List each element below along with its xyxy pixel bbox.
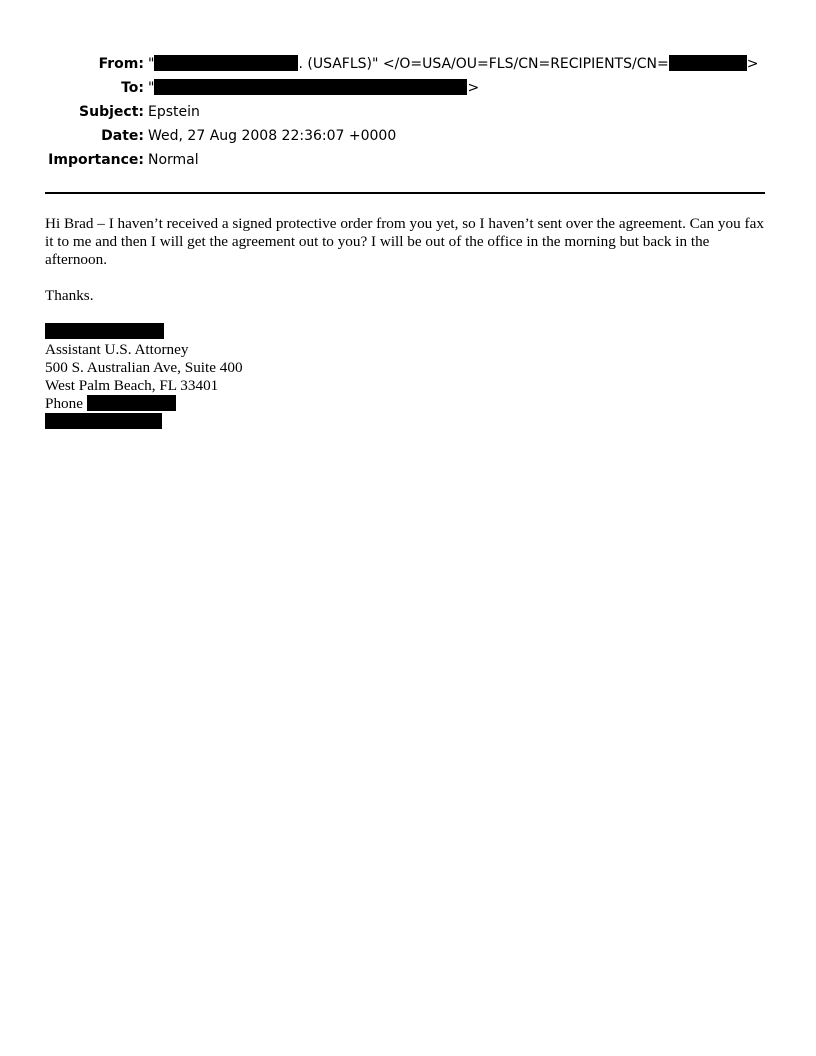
from-label: From: [98, 56, 144, 72]
signature-phone-label: Phone [45, 395, 83, 412]
message-paragraph: Hi Brad – I haven’t received a signed protective order from you yet, so I haven’t sent over the agreement. Can you fax it to me and then I will get the agreement out to you? I will be out of the office in the morning but back in the afternoon. [45, 215, 764, 268]
from-row [0, 52, 816, 76]
date-row [0, 124, 816, 148]
importance-label: Importance: [48, 152, 144, 168]
subject-label: Subject: [79, 104, 144, 120]
email-header [0, 52, 816, 172]
from-value: " . (USAFLS)" </O=USA/OU=FLS/CN=RECIPIENTS/CN= > [148, 56, 759, 72]
date-label: Date: [101, 128, 144, 144]
signature-address-line1: 500 S. Australian Ave, Suite 400 [45, 359, 243, 376]
importance-row [0, 148, 816, 172]
signature-email-row [45, 413, 243, 431]
redaction-bar [669, 55, 747, 71]
subject-value: Epstein [148, 104, 200, 120]
to-value: " > [148, 80, 480, 96]
to-row [0, 76, 816, 100]
from-middle-text: . (USAFLS)" </O=USA/OU=FLS/CN=RECIPIENTS/CN= [298, 56, 669, 72]
date-value: Wed, 27 Aug 2008 22:36:07 +0000 [148, 128, 397, 144]
signature-phone-row [45, 395, 243, 413]
header-divider [45, 192, 765, 194]
signature-block [45, 323, 243, 431]
redaction-bar [154, 55, 298, 71]
to-label: To: [121, 80, 144, 96]
importance-value: Normal [148, 152, 199, 168]
redaction-bar [45, 413, 162, 429]
subject-row [0, 100, 816, 124]
redaction-bar [87, 395, 176, 411]
message-body [45, 215, 767, 269]
signature-name-row [45, 323, 243, 341]
signature-address-line2: West Palm Beach, FL 33401 [45, 377, 219, 394]
message-thanks: Thanks. [45, 287, 94, 304]
redaction-bar [45, 323, 164, 339]
redaction-bar [154, 79, 467, 95]
signature-title: Assistant U.S. Attorney [45, 341, 189, 358]
